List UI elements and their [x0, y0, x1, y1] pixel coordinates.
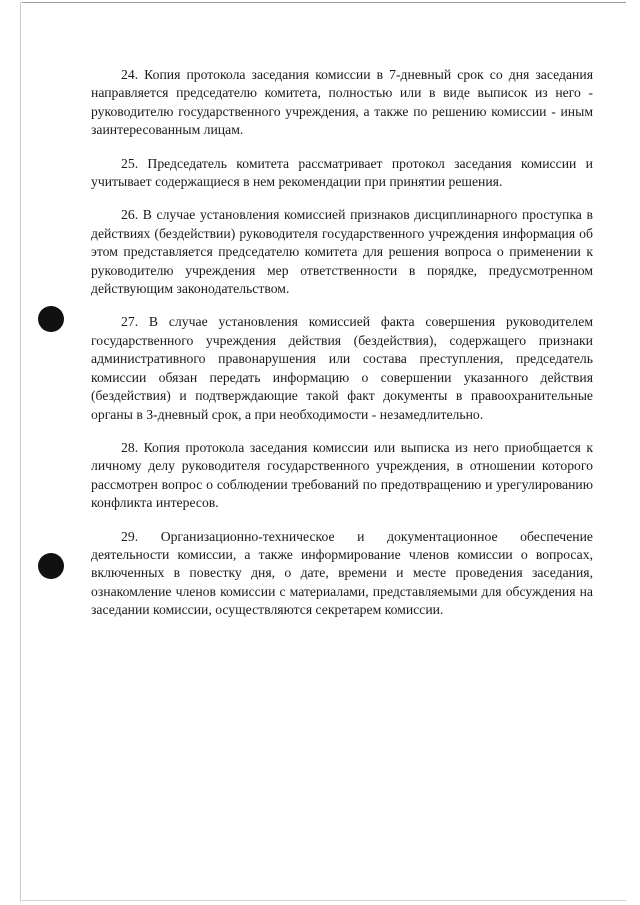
paragraph-29: 29. Организационно-техническое и документационное обеспечение деятельности комиссии, а также информирование членов комиссии о вопросах, включенных в повестку дня, о дате, времени и месте проведения заседания, ознакомление членов комиссии с материалами, представляемыми для обсуждения на заседании комиссии, осуществляются секретарем комиссии.	[91, 528, 593, 618]
scan-edge-left	[20, 2, 21, 902]
paragraph-27: 27. В случае установления комиссией факта совершения руководителем государственного учреждения действия (бездействия), содержащего признаки административного правонарушения или состава преступления, председатель комиссии обязан передать информацию о совершении указанного действия (бездействия) и подтверждающие такой факт документы в правоохранительные органы в 3-дневный срок, а при необходимости - незамедлительно.	[91, 314, 593, 422]
paragraph-24: 24. Копия протокола заседания комиссии в 7-дневный срок со дня заседания направляется председателю комитета, полностью или в виде выписок из него - руководителю государственного учреждения, а также по решению комиссии - иным заинтересованным лицам.	[91, 67, 593, 138]
paragraph-25: 25. Председатель комитета рассматривает протокол заседания комиссии и учитывает содержащиеся в нем рекомендации при принятии решения.	[91, 155, 593, 190]
paragraph-26: 26. В случае установления комиссией признаков дисциплинарного проступка в действиях (бездействии) руководителя государственного учреждения информация об этом представляется председателю комитета для решения вопроса о применении к руководителю учреждения мер ответственности в порядке, предусмотренном действующим законодательством.	[91, 207, 593, 297]
document-body	[91, 66, 593, 635]
punch-hole-mark	[38, 553, 64, 579]
scan-edge-bottom	[22, 900, 626, 901]
scan-edge-top	[22, 2, 626, 3]
punch-hole-mark	[38, 306, 64, 332]
paragraph-28: 28. Копия протокола заседания комиссии или выписка из него приобщается к личному делу руководителя государственного учреждения, в отношении которого рассмотрен вопрос о соблюдении требований по предотвращению и урегулированию конфликта интересов.	[91, 439, 593, 511]
